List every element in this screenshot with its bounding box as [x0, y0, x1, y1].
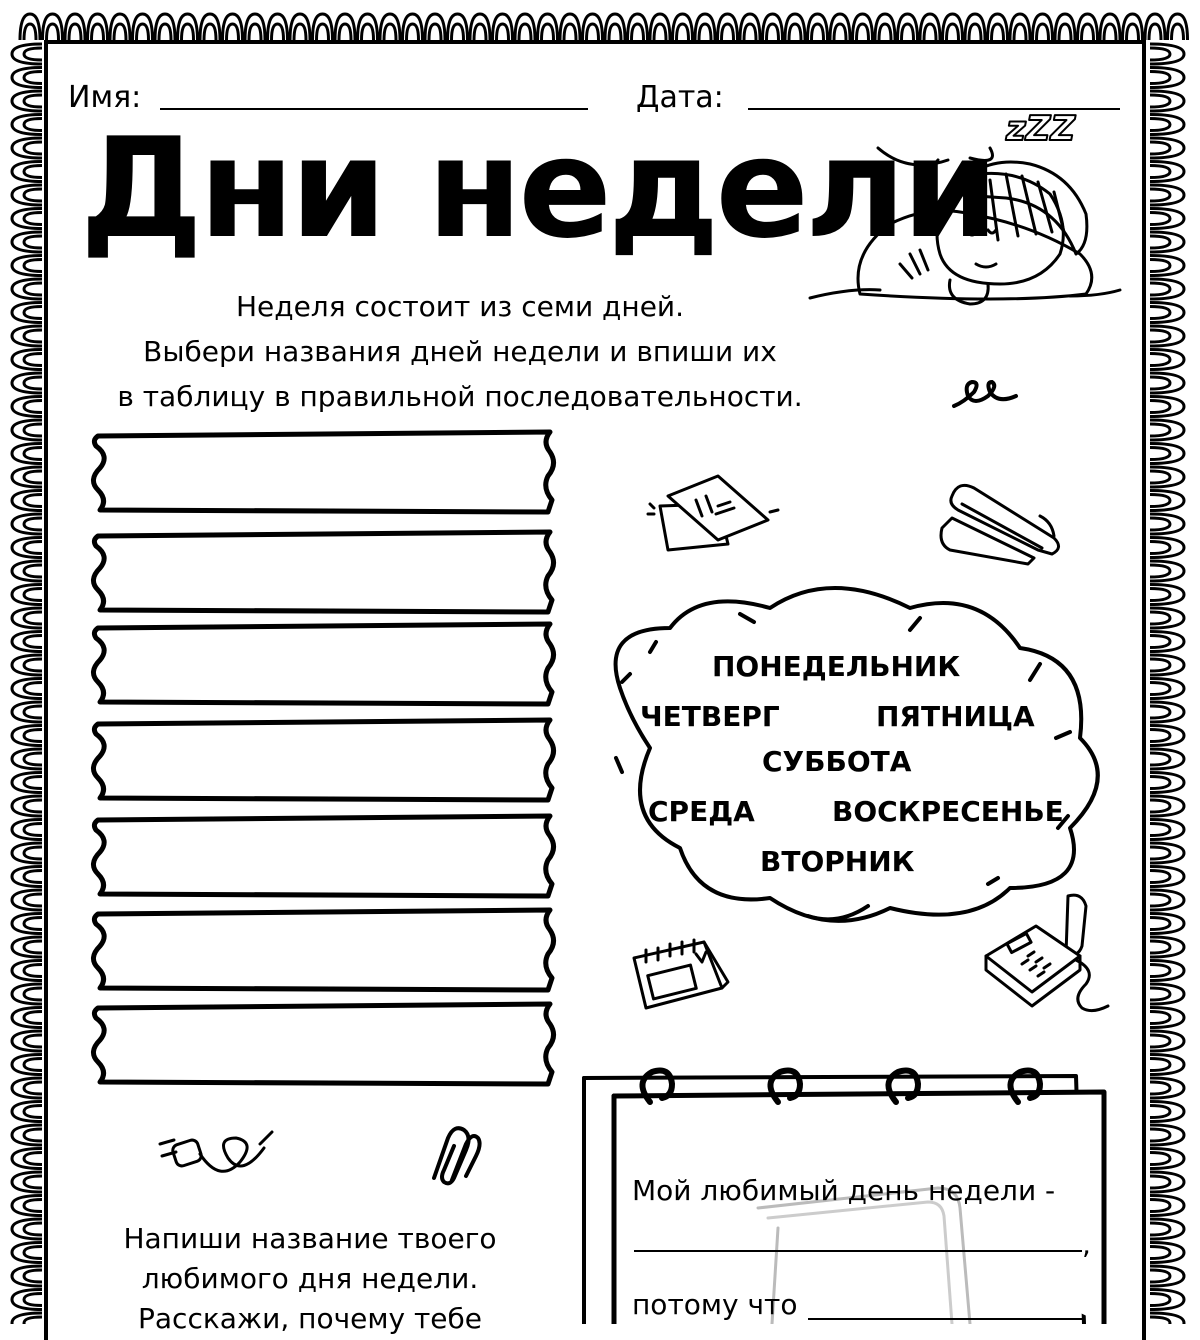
- sleep-text: zZZ: [1006, 109, 1076, 149]
- usb-cable-icon: [150, 1118, 280, 1184]
- answer-box[interactable]: [88, 716, 560, 804]
- favorite-prompt-line-3: Расскажи, почему тебе: [138, 1302, 482, 1335]
- sticky-notes-icon: [646, 466, 786, 562]
- word-tuesday: ВТОРНИК: [760, 845, 915, 878]
- answer-box[interactable]: [88, 428, 560, 516]
- answer-box[interactable]: [88, 906, 560, 994]
- favorite-prompt-line-1: Напиши название твоего: [123, 1222, 497, 1255]
- instruction-line-2: Выбери названия дней недели и впиши их: [143, 335, 777, 368]
- notepad-line-1: Мой любимый день недели -: [632, 1174, 1056, 1207]
- answer-box[interactable]: [88, 620, 560, 708]
- instruction-line-3: в таблицу в правильной последовательности.: [117, 380, 803, 413]
- telephone-icon: [976, 890, 1112, 1014]
- word-wednesday: СРЕДА: [648, 795, 755, 828]
- page-title: Дни недели: [80, 108, 995, 269]
- instructions: [100, 284, 820, 419]
- answer-box[interactable]: [88, 528, 560, 616]
- instruction-line-1: Неделя состоит из семи дней.: [235, 290, 685, 323]
- notepad-line-2-prefix: потому что: [632, 1288, 798, 1321]
- reason-answer-line[interactable]: [808, 1318, 1082, 1320]
- favorite-day-answer-line[interactable]: [634, 1250, 1082, 1252]
- notepad-comma: ,: [1082, 1228, 1091, 1261]
- date-label: Дата:: [636, 80, 724, 115]
- word-sunday: ВОСКРЕСЕНЬЕ: [832, 795, 1064, 828]
- word-friday: ПЯТНИЦА: [876, 700, 1035, 733]
- word-monday: ПОНЕДЕЛЬНИК: [712, 650, 961, 683]
- paper-clips-icon: [414, 1118, 484, 1188]
- name-label: Имя:: [68, 80, 142, 115]
- answer-box[interactable]: [88, 812, 560, 900]
- stapler-icon: [936, 476, 1068, 566]
- sleeping-child-icon: [800, 84, 1136, 336]
- answer-box[interactable]: [88, 1000, 560, 1088]
- word-thursday: ЧЕТВЕРГ: [640, 700, 780, 733]
- favorite-prompt-line-2: любимого дня недели.: [141, 1262, 479, 1295]
- desk-calendar-icon: [626, 928, 736, 1014]
- word-saturday: СУББОТА: [762, 745, 912, 778]
- swirl-doodle-icon: [950, 376, 1040, 416]
